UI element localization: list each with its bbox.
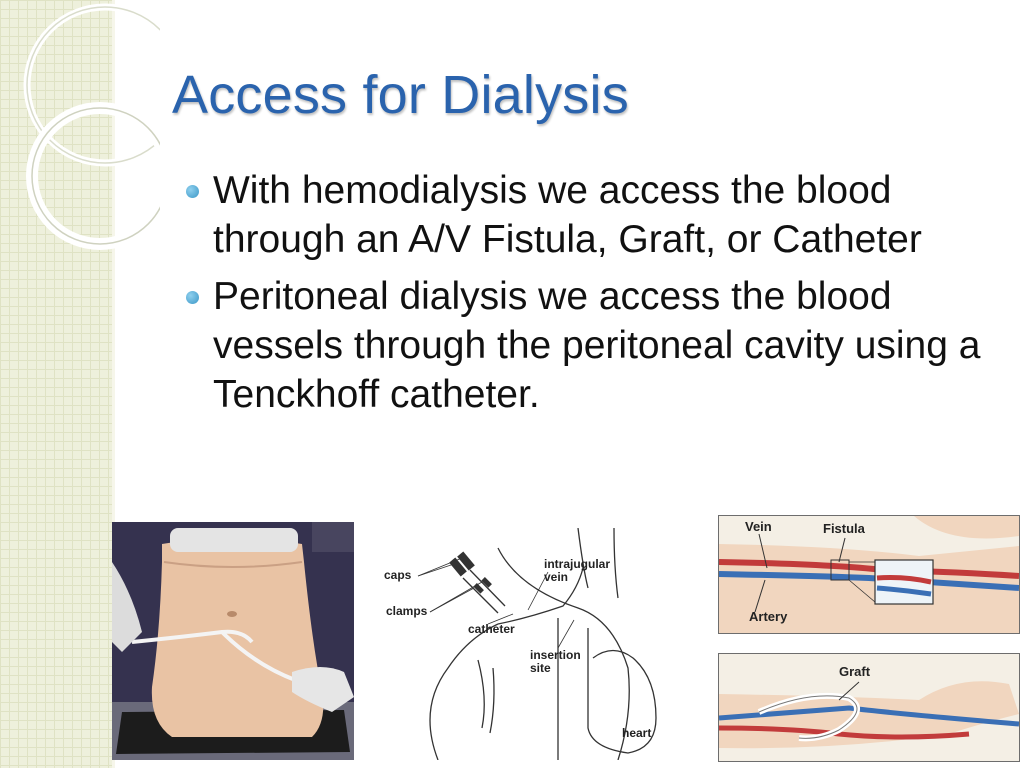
- bullet-icon: [186, 291, 199, 304]
- decorative-rings: [0, 0, 160, 260]
- label-vein: Vein: [745, 519, 772, 534]
- label-intrajugular-vein: intrajugular vein: [544, 557, 611, 584]
- label-artery: Artery: [749, 609, 788, 624]
- graft-diagram: [718, 653, 1020, 762]
- bullet-item-peritoneal: [186, 272, 996, 419]
- label-heart: heart: [622, 726, 652, 740]
- label-graft: Graft: [839, 664, 871, 679]
- peritoneal-model-photo: [112, 522, 354, 760]
- fistula-diagram: [718, 515, 1020, 634]
- label-catheter: catheter: [468, 622, 515, 636]
- bullet-icon: [186, 185, 199, 198]
- label-caps: caps: [384, 568, 412, 582]
- bullet-text: With hemodialysis we access the blood through an A/V Fistula, Graft, or Catheter: [213, 169, 922, 261]
- bullet-text: Peritoneal dialysis we access the blood vessels through the peritoneal cavity using a Tenckhoff catheter.: [213, 275, 981, 416]
- label-fistula: Fistula: [823, 521, 865, 536]
- catheter-diagram: [378, 528, 674, 760]
- slide-title: Access for Dialysis: [172, 65, 629, 125]
- label-clamps: clamps: [386, 604, 428, 618]
- bullet-list: [186, 166, 996, 427]
- label-insertion-site: insertion site: [530, 648, 581, 675]
- bullet-item-hemodialysis: [186, 166, 996, 264]
